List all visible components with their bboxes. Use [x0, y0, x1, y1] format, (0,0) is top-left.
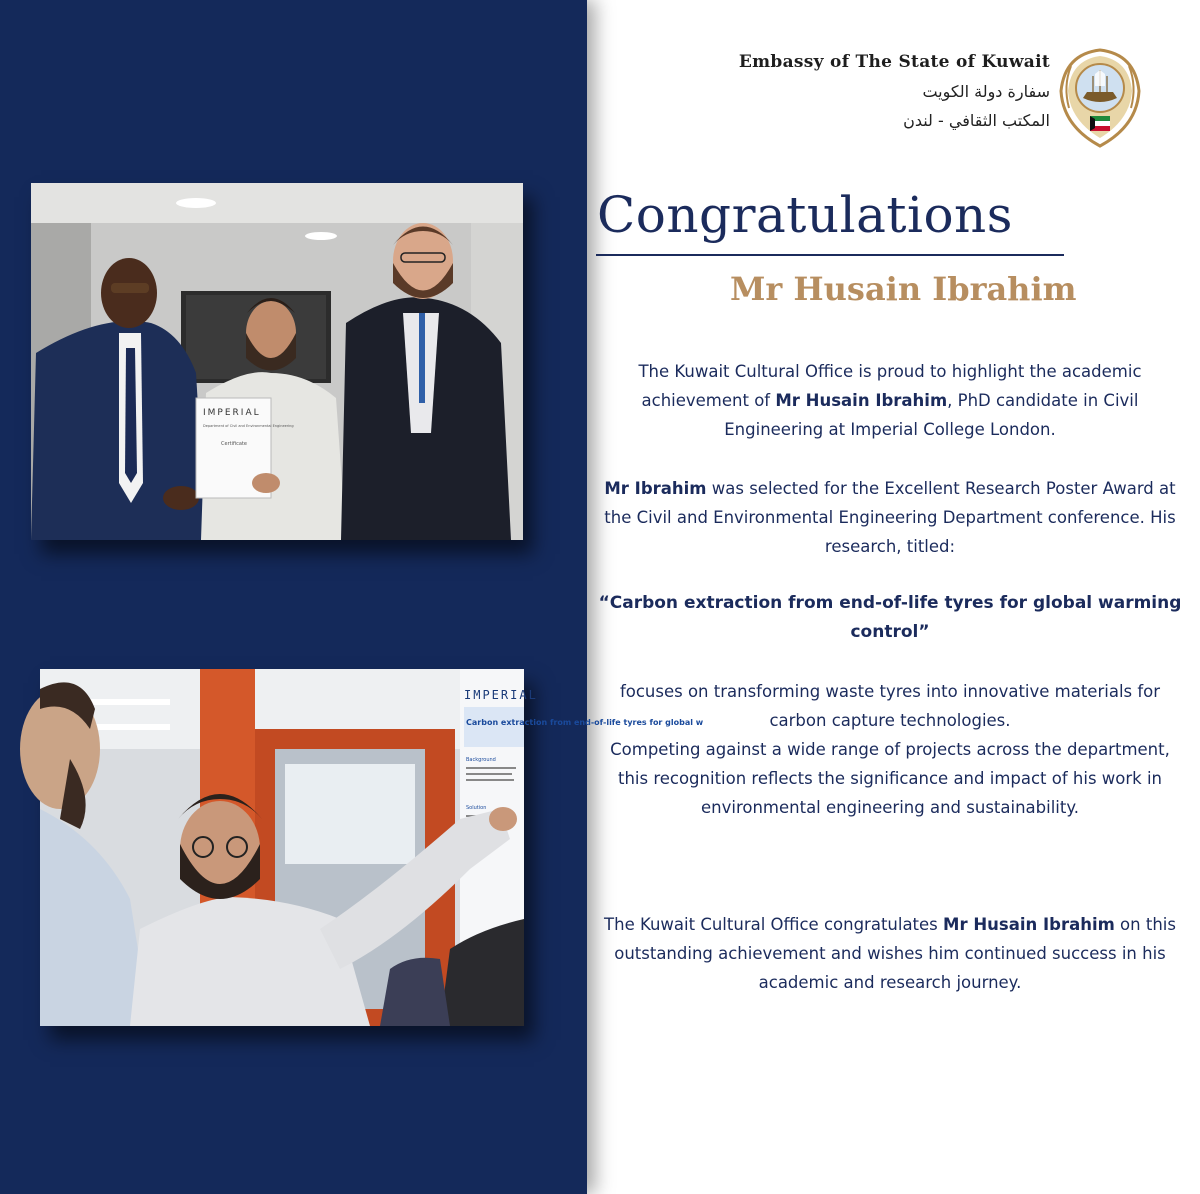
paragraph-award: [595, 474, 1185, 561]
congratulations-title: Congratulations: [597, 186, 1013, 244]
research-title: “Carbon extraction from end-of-life tyres for global warming control”: [598, 593, 1182, 642]
paragraph-closing: [595, 910, 1185, 997]
embassy-name-english: Embassy of The State of Kuwait: [738, 52, 1050, 72]
embassy-name-arabic: سفارة دولة الكويت: [922, 82, 1050, 101]
certificate-label-text: Certificate: [221, 441, 247, 447]
poster-brand-text: IMPERIAL: [464, 688, 538, 702]
paragraph-closing-pre: The Kuwait Cultural Office congratulates: [604, 915, 944, 934]
award-ceremony-photo: [31, 183, 523, 540]
certificate-brand-text: IMPERIAL: [203, 408, 261, 418]
kuwait-emblem-icon: [1057, 46, 1143, 150]
paragraph-intro: [595, 357, 1185, 444]
paragraph-award-name: Mr Ibrahim: [604, 479, 707, 498]
honoree-name-heading: Mr Husain Ibrahim: [730, 270, 1077, 308]
poster-section-1: Background: [466, 757, 496, 763]
paragraph-intro-post: , PhD candidate in Civil Engineering at Imperial College London.: [724, 391, 1139, 439]
paragraph-focus-line2: Competing against a wide range of projects across the department, this recognition reflects the significance and impact of his work in environmental engineering and sustainability.: [610, 740, 1170, 817]
paragraph-award-post: was selected for the Excellent Research Poster Award at the Civil and Environmental Engineering Department conference. His research, titled:: [604, 479, 1176, 556]
paragraph-closing-post: on this outstanding achievement and wishes him continued success in his academic and research journey.: [614, 915, 1176, 992]
paragraph-focus: [595, 677, 1185, 822]
title-divider: [596, 254, 1064, 256]
paragraph-intro-pre: The Kuwait Cultural Office is proud to highlight the academic achievement of: [638, 362, 1142, 410]
certificate-dept-text: Department of Civil and Environmental Engineering: [203, 424, 294, 428]
cultural-office-arabic: المكتب الثقافي - لندن: [903, 111, 1050, 130]
paragraph-focus-line1: focuses on transforming waste tyres into innovative materials for carbon capture technologies.: [619, 682, 1161, 730]
poster-presentation-photo: [40, 669, 704, 1026]
paragraph-intro-name: Mr Husain Ibrahim: [775, 391, 948, 410]
poster-title-text: Carbon extraction from end-of-life tyres for global w: [466, 718, 704, 727]
paragraph-closing-name: Mr Husain Ibrahim: [943, 915, 1115, 934]
embassy-header: [700, 52, 1050, 130]
poster-section-2: Solution: [466, 805, 487, 811]
